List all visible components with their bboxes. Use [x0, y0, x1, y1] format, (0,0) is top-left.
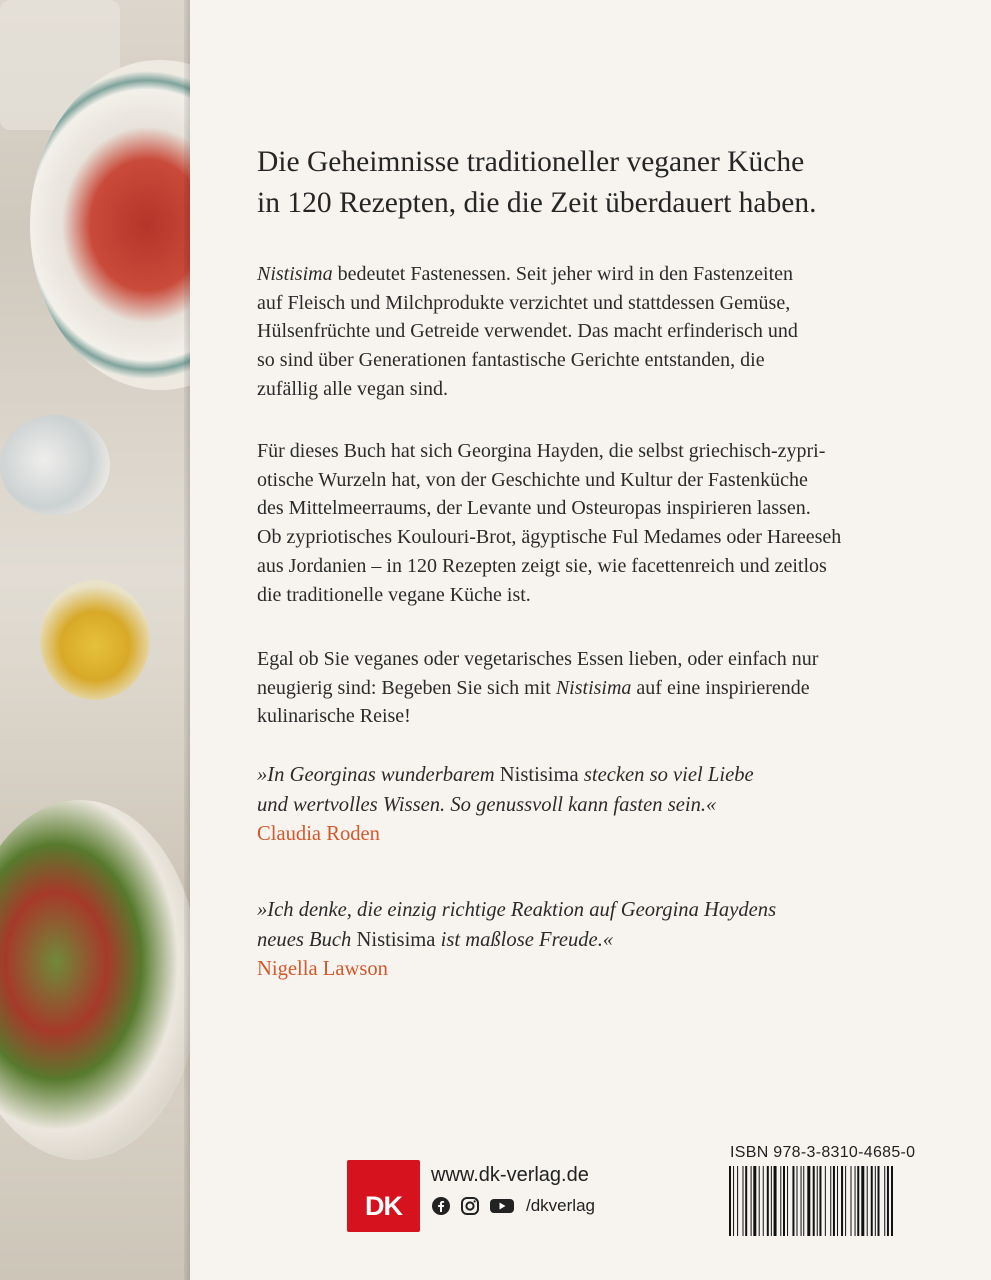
barcode-bar	[771, 1166, 772, 1236]
barcode-bar	[774, 1166, 777, 1236]
barcode-bar	[797, 1166, 798, 1236]
youtube-icon	[489, 1196, 515, 1216]
barcode-bar	[751, 1166, 752, 1236]
barcode-bar	[763, 1166, 764, 1236]
author-para-line-6: die traditionelle vegane Küche ist.	[257, 583, 531, 606]
quote1-line-2: und wertvolles Wissen. So genussvoll kann fasten sein.«	[257, 793, 717, 816]
barcode-bar	[803, 1166, 804, 1236]
barcode-bar	[891, 1166, 893, 1236]
quote2-author: Nigella Lawson	[257, 958, 388, 980]
book-title-italic: Nistisima	[257, 263, 333, 285]
barcode-bar	[884, 1166, 885, 1236]
author-para-line-3: des Mittelmeerraums, der Levante und Osteuropas inspirieren lassen.	[257, 497, 811, 520]
social-links	[431, 1196, 595, 1216]
intro-line-3: Hülsenfrüchte und Getreide verwendet. Das macht erfinderisch und	[257, 320, 798, 343]
author-para-line-1: Für dieses Buch hat sich Georgina Hayden, die selbst griechisch-zypri-	[257, 440, 826, 462]
quote2-line-1: »Ich denke, die einzig richtige Reaktion auf Georgina Haydens	[257, 899, 777, 921]
barcode-bar	[855, 1166, 856, 1236]
barcode-bar	[861, 1166, 864, 1236]
quote2-line-2c: ist maßlose Freude.«	[435, 928, 614, 951]
intro-line-2: auf Fleisch und Milchprodukte verzichtet und stattdessen Gemüse,	[257, 291, 791, 314]
barcode-bar	[867, 1166, 868, 1236]
food-photo-strip	[0, 0, 190, 1280]
author-para-line-2: otische Wurzeln hat, von der Geschichte und Kultur der Fastenküche	[257, 468, 808, 491]
barcode-bar	[753, 1166, 756, 1236]
review-quote-1	[257, 761, 967, 850]
intro-line-4: so sind über Generationen fantastische Gerichte entstanden, die	[257, 349, 765, 372]
barcode-bar	[878, 1166, 880, 1236]
strip-edge-shadow	[184, 0, 190, 1280]
barcode-bar	[745, 1166, 747, 1236]
intro-line-1	[257, 260, 967, 289]
author-para-line-4: Ob zypriotisches Koulouri-Brot, ägyptische Ful Medames oder Hareeseh	[257, 526, 842, 549]
barcode-bar	[819, 1166, 821, 1236]
social-handle: /dkverlag	[526, 1196, 595, 1215]
barcode-bar	[817, 1166, 818, 1236]
barcode-bar	[783, 1166, 785, 1236]
book-title-italic: Nistisima	[555, 676, 632, 699]
barcode-bar	[813, 1166, 815, 1236]
invitation-line-3: kulinarische Reise!	[257, 705, 411, 728]
invitation-paragraph	[257, 645, 967, 731]
invitation-line-2-end: auf eine inspirierende	[631, 676, 810, 699]
olive-oil-jug	[40, 580, 150, 700]
barcode-bar	[833, 1166, 835, 1236]
barcode-bar	[759, 1166, 760, 1236]
review-quote-2	[257, 896, 967, 985]
barcode-bar	[857, 1166, 859, 1236]
intro-line-5: zufällig alle vegan sind.	[257, 377, 449, 400]
isbn-number: ISBN 978-3-8310-4685-0	[730, 1144, 916, 1161]
barcode-bar	[792, 1166, 794, 1236]
headline-line-2: in 120 Rezepten, die die Zeit überdauert haben.	[257, 187, 817, 219]
barcode-bar	[787, 1166, 788, 1236]
author-paragraph	[257, 437, 967, 609]
barcode-bar	[851, 1166, 852, 1236]
barcode-bar	[733, 1166, 734, 1236]
intro-line-1-text: bedeutet Fastenessen. Seit jeher wird in den Fastenzeiten	[332, 263, 793, 285]
facebook-icon	[431, 1196, 451, 1216]
barcode-bar	[729, 1166, 731, 1236]
dk-logo-text: DK	[365, 1191, 402, 1221]
barcode-bar	[830, 1166, 831, 1236]
headline	[257, 142, 957, 224]
barcode-bar	[875, 1166, 876, 1236]
barcode-bar	[845, 1166, 846, 1236]
quote1-line-1a: »In Georginas wunderbarem	[257, 764, 500, 786]
invitation-line-1: Egal ob Sie veganes oder vegetarisches Essen lieben, oder einfach nur	[257, 648, 819, 670]
barcode-bar	[737, 1166, 738, 1236]
barcode-bar	[807, 1166, 810, 1236]
invitation-line-2	[257, 674, 967, 703]
barcode-bar	[767, 1166, 769, 1236]
quote1-author: Claudia Roden	[257, 823, 380, 845]
quote1-line-1	[257, 761, 967, 791]
barcode-bar	[837, 1166, 838, 1236]
intro-paragraph	[257, 260, 967, 404]
quote2-line-2	[257, 926, 967, 956]
invitation-line-2-start: neugierig sind: Begeben Sie sich mit	[257, 676, 556, 699]
author-para-line-5: aus Jordanien – in 120 Rezepten zeigt sie, wie facettenreich und zeitlos	[257, 554, 827, 577]
water-glass	[0, 415, 110, 515]
barcode-bar	[887, 1166, 889, 1236]
barcode-bar	[841, 1166, 843, 1236]
publisher-website: www.dk-verlag.de	[431, 1164, 589, 1186]
grilled-vegetable-plate	[0, 800, 190, 1160]
barcode-bar	[801, 1166, 802, 1236]
barcode-bar	[743, 1166, 744, 1236]
book-title-upright: Nistisima	[499, 764, 579, 786]
headline-line-1: Die Geheimnisse traditioneller veganer Küche	[257, 146, 805, 178]
isbn-barcode	[729, 1166, 957, 1236]
dk-logo	[347, 1160, 420, 1232]
quote2-line-2a: neues Buch	[257, 928, 357, 951]
quote1-line-1c: stecken so viel Liebe	[578, 764, 754, 786]
barcode-bar	[825, 1166, 826, 1236]
barcode-bar	[871, 1166, 873, 1236]
barcode-bar	[780, 1166, 781, 1236]
instagram-icon	[460, 1196, 480, 1216]
book-title-upright: Nistisima	[356, 928, 436, 951]
